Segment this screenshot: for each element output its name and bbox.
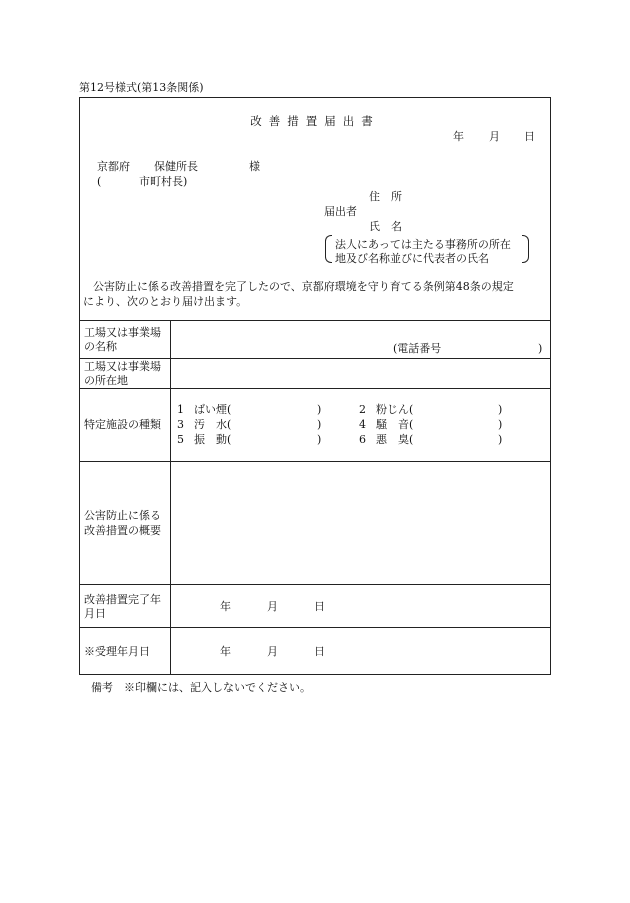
facility-3-close: ) <box>317 418 322 431</box>
addressee-honorific: 様 <box>249 160 260 173</box>
facility-4-close: ) <box>498 418 503 431</box>
addressee-office: 保健所長 <box>154 160 198 173</box>
bracket-left <box>325 235 332 263</box>
table-top-rule <box>79 320 551 321</box>
notifier-name-label: 氏 名 <box>369 220 402 233</box>
statement-line1: 公害防止に係る改善措置を完了したので、京都府環境を守り育てる条例第48条の規定 <box>93 280 514 293</box>
date-day: 日 <box>524 130 535 143</box>
notifier-role-label: 届出者 <box>324 205 357 218</box>
row-facility-label: 特定施設の種類 <box>84 418 161 431</box>
facility-2-name: 粉じん( <box>376 403 414 416</box>
bracket-right <box>522 235 529 263</box>
facility-1-num: 1 <box>177 403 184 416</box>
addressee-municipal: 市町村長) <box>139 175 188 188</box>
date-month: 月 <box>489 130 500 143</box>
phone-close: ) <box>538 342 543 355</box>
row-rule-2 <box>79 388 551 389</box>
phone-label: (電話番号 <box>393 342 442 355</box>
row-location-label-2: の所在地 <box>84 374 128 387</box>
facility-4-name: 騒 音( <box>376 418 414 431</box>
remarks: 備考 ※印欄には、記入しないでください。 <box>91 681 311 694</box>
receipt-month: 月 <box>267 645 278 658</box>
row-location-label-1: 工場又は事業場 <box>84 360 161 373</box>
label-column-rule <box>170 320 171 674</box>
receipt-year: 年 <box>220 645 231 658</box>
notifier-address-label: 住 所 <box>369 190 402 203</box>
row-summary-label-1: 公害防止に係る <box>84 509 161 522</box>
document-title: 改善措置届出書 <box>250 114 380 128</box>
facility-5-close: ) <box>317 433 322 446</box>
row-rule-1 <box>79 358 551 359</box>
facility-1-close: ) <box>317 403 322 416</box>
date-year: 年 <box>453 130 464 143</box>
facility-3-name: 汚 水( <box>194 418 232 431</box>
row-name-label-1: 工場又は事業場 <box>84 326 161 339</box>
facility-2-num: 2 <box>359 403 366 416</box>
completion-year: 年 <box>220 600 231 613</box>
facility-6-name: 悪 臭( <box>376 433 414 446</box>
receipt-day: 日 <box>314 645 325 658</box>
row-rule-5 <box>79 627 551 628</box>
facility-3-num: 3 <box>177 418 184 431</box>
statement-line2: により、次のとおり届け出ます。 <box>83 295 248 308</box>
facility-5-num: 5 <box>177 433 184 446</box>
facility-2-close: ) <box>498 403 503 416</box>
addressee-prefecture: 京都府 <box>97 160 130 173</box>
form-number: 第12号様式(第13条関係) <box>79 81 204 94</box>
facility-4-num: 4 <box>359 418 366 431</box>
facility-6-close: ) <box>498 433 503 446</box>
facility-1-name: ばい煙( <box>194 403 232 416</box>
row-completion-label-2: 月日 <box>84 607 106 620</box>
row-summary-label-2: 改善措置の概要 <box>84 524 161 537</box>
completion-day: 日 <box>314 600 325 613</box>
row-receipt-label: ※受理年月日 <box>84 645 150 658</box>
row-rule-3 <box>79 461 551 462</box>
addressee-paren-open: ( <box>97 175 102 188</box>
facility-6-num: 6 <box>359 433 366 446</box>
row-completion-label-1: 改善措置完了年 <box>84 593 161 606</box>
row-rule-4 <box>79 584 551 585</box>
corporate-note-line2: 地及び名称並びに代表者の氏名 <box>335 252 489 265</box>
corporate-note-bracket <box>325 235 529 263</box>
completion-month: 月 <box>267 600 278 613</box>
corporate-note-line1: 法人にあっては主たる事務所の所在 <box>335 238 511 251</box>
row-name-label-2: の名称 <box>84 340 117 353</box>
facility-5-name: 振 動( <box>194 433 232 446</box>
